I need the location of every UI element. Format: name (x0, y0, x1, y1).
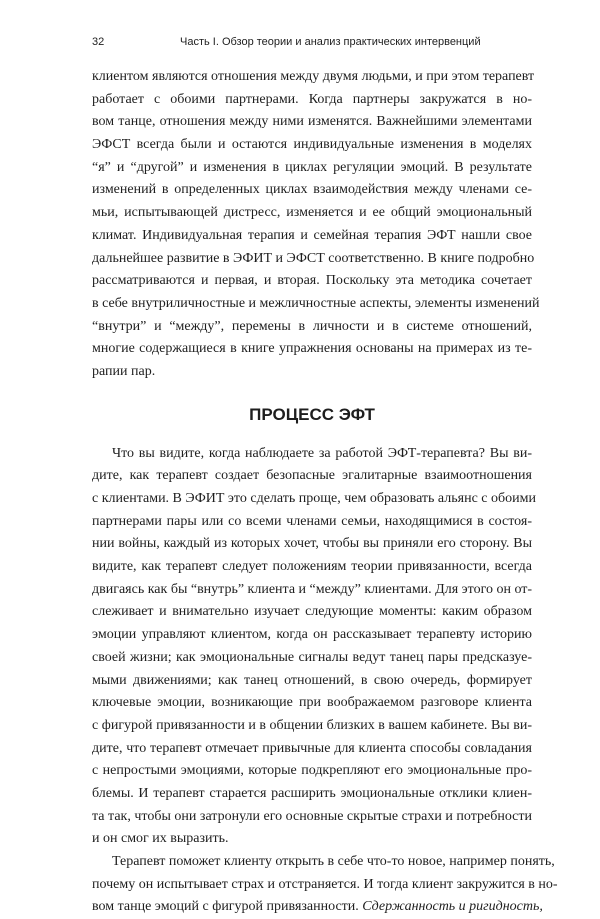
text-line: Что вы видите, когда наблюдаете за работой ЭФТ-терапевта? Вы ви- (112, 445, 532, 461)
text-line: многие содержащиеся в книге упражнения основаны на примерах из те- (92, 341, 532, 357)
text-line: вом танце, отношения между ними изменятся. Важнейшими элементами (92, 114, 532, 130)
text-line: рапии пар. (92, 363, 156, 379)
text-line: эмоции управляют клиентом, когда он рассказывает терапевту историю (92, 627, 532, 643)
paragraph-1 (92, 66, 540, 384)
text-line: Терапевт поможет клиенту открыть в себе что-то новое, например понять, (112, 854, 555, 869)
text-line: изменений в определенных циклах взаимодействия между членами се- (92, 182, 532, 198)
text-line: “внутри” и “между”, перемены в личности и в системе отношений, (92, 318, 532, 334)
text-line: клиентом являются отношения между двумя людьми, и при этом терапевт (92, 69, 535, 84)
text-line: в себе внутриличностные и межличностные аспекты, элементы изменений (92, 295, 540, 311)
text-line: мьи, испытывающей дистресс, изменяется и ее общий эмоциональный (92, 205, 532, 221)
text-line: дите, как терапевт создает безопасные эгалитарные взаимоотношения (92, 468, 532, 484)
book-page (92, 0, 558, 919)
text-line-normal: вом танце эмоций с фигурой привязанности. (92, 899, 363, 915)
text-line: и он смог их выразить. (92, 831, 229, 847)
text-line: климат. Индивидуальная терапия и семейная терапия ЭФТ нашли свое (92, 227, 532, 243)
text-line: та так, чтобы они затронули его основные скрытые страхи и потребности (92, 808, 532, 824)
text-line: с фигурой привязанности и в общении близких в вашем кабинете. Вы ви- (92, 717, 532, 733)
text-line: блемы. И терапевт старается расширить эмоциональные отклики клиен- (92, 785, 532, 801)
text-line: рассматриваются и первая, и вторая. Поскольку эта методика сочетает (92, 273, 532, 289)
text-line: нии войны, каждый из которых хочет, чтобы вы приняли его сторону. Вы (92, 536, 532, 552)
text-line: почему он испытывает страх и отстраняется. И тогда клиент закружится в но- (92, 876, 558, 892)
page-body (92, 66, 558, 919)
text-line: двигаясь как бы “внутрь” клиента и “между” клиентами. Для этого он от- (92, 581, 533, 597)
text-line: видите, как терапевт следует положениям теории привязанности, всегда (92, 559, 532, 575)
text-line: дальнейшее развитие в ЭФИТ и ЭФСТ соответственно. В книге подробно (92, 250, 535, 266)
text-line-italic: Сдержанность и ригидность, (362, 899, 543, 915)
text-line: дите, что терапевт отмечает привычные для клиента способы совладания (92, 740, 532, 756)
text-line: ключевые эмоции, возникающие при воображаемом разговоре клиента (92, 695, 532, 711)
paragraph-2 (92, 443, 536, 851)
text-line: “я” и “другой” и изменения в циклах регуляции эмоций. В результате (92, 159, 532, 175)
section-heading: ПРОЦЕСС ЭФТ (249, 404, 375, 424)
text-line: с непростыми эмоциями, которые подкрепляют его эмоциональные про- (92, 763, 532, 779)
running-title: Часть I. Обзор теории и анализ практических интервенций (180, 36, 481, 48)
text-line: партнерами пары или со всеми членами семьи, находящимися в состоя- (92, 513, 532, 529)
text-line (92, 896, 543, 919)
paragraph-3 (92, 851, 558, 919)
page-number: 32 (92, 36, 105, 48)
running-header (92, 0, 532, 66)
text-line: ЭФСТ всегда были и остаются индивидуальные изменения в моделях (92, 137, 532, 153)
text-line: работает с обоими партнерами. Когда партнеры закружатся в но- (92, 91, 532, 107)
text-line: своей жизни; как эмоциональные сигналы ведут танец пары предсказуе- (92, 649, 532, 665)
text-line: мыми движениями; как танец отношений, в свою очередь, формирует (92, 672, 532, 688)
text-line: слеживает и внимательно изучает следующие моменты: каким образом (92, 604, 532, 620)
text-line: с клиентами. В ЭФИТ это сделать проще, чем образовать альянс с обоими (92, 491, 536, 506)
